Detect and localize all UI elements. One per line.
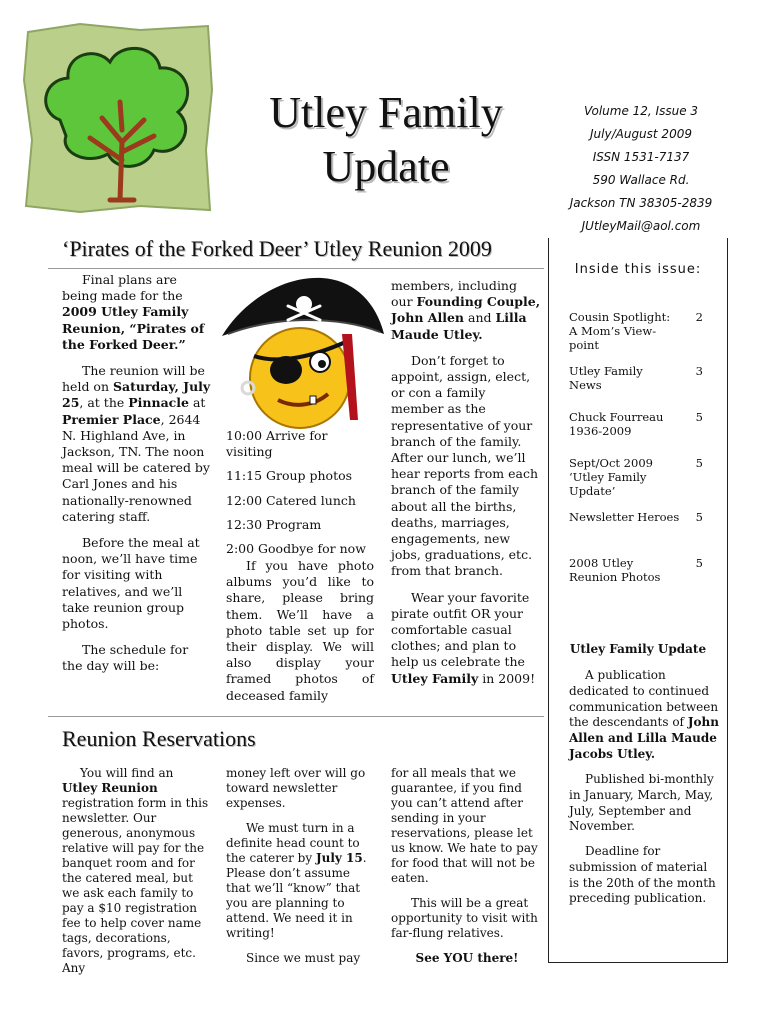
address-line-1: 590 Wallace Rd. (592, 173, 690, 187)
body-text: Before the meal at noon, we’ll have time for visiting with relatives, and we’ll take reunion group photos. (62, 535, 200, 632)
body-text: registration form in this newsletter. Our generous, anonymous relative will pay for the banquet room and for the catered meal, but we ask each family to pay a $10 registration fee to help cover name tags, decorations, favors, programs, etc. Any (62, 796, 209, 975)
divider (48, 716, 544, 717)
article-headline: ‘Pirates of the Forked Deer’ Utley Reunion 2009 (62, 236, 492, 261)
issn: ISSN 1531-7137 (592, 150, 690, 164)
toc-item-label: Sept/Oct 2009 ‘Utley Family Update’ (569, 456, 653, 498)
toc-item-label: Cousin Spotlight: A Mom’s View-point (569, 310, 671, 352)
body-text-bold: Lilla Maude Utley. (391, 310, 527, 342)
sidebar-text-bold: John Allen and Lilla Maude Jacobs Utley. (569, 715, 719, 761)
body-text: We must turn in a definite head count to the caterer by (226, 821, 360, 865)
sidebar-text: Published bi-monthly in January, March, May, July, September and November. (569, 772, 714, 834)
body-text: members, including our (391, 278, 517, 310)
toc-item[interactable] (569, 510, 703, 524)
body-text: in 2009! (478, 670, 536, 686)
body-text-bold: Pinnacle (128, 395, 189, 411)
body-text: The reunion will be held on (62, 363, 205, 395)
toc-item-label: Chuck Fourreau 1936-2009 (569, 410, 664, 438)
reservations-column-1 (62, 766, 212, 986)
schedule-item: 12:30 Program (226, 516, 322, 532)
schedule-item: 10:00 Arrive for visiting (226, 428, 328, 460)
body-text-bold: Saturday, July 25 (62, 379, 211, 411)
body-text: money left over will go toward newsletter expenses. (226, 766, 366, 810)
body-text-bold: 2009 Utley Family Reunion, “Pirates of the Forked Deer.” (62, 304, 205, 352)
schedule-item: 12:00 Catered lunch (226, 492, 356, 508)
sidebar-schedule-text (569, 772, 719, 835)
article-column-2 (226, 558, 374, 714)
toc-item[interactable] (569, 556, 703, 584)
toc-item[interactable] (569, 456, 703, 498)
body-text: Since we must pay (246, 951, 361, 965)
body-text-bold: Utley Reunion (62, 781, 158, 795)
toc-item[interactable] (569, 310, 703, 352)
toc-item-page: 5 (695, 556, 703, 570)
divider (48, 268, 544, 269)
body-text-bold: Premier Place (62, 411, 161, 427)
toc-item-page: 2 (695, 310, 703, 324)
article-column-1 (62, 272, 212, 685)
body-text-bold: See YOU there! (415, 951, 519, 965)
toc-item[interactable] (569, 364, 703, 392)
body-text: Final plans are being made for the (62, 272, 183, 304)
toc-item-label: Utley Family News (569, 364, 643, 392)
toc-item-page: 5 (695, 410, 703, 424)
sidebar-deadline-text (569, 844, 719, 907)
body-text: You will find an (80, 766, 174, 780)
email: JUtleyMail@aol.com (581, 219, 701, 233)
inside-this-issue-heading: Inside this issue: (574, 262, 702, 277)
body-text: This will be a great opportunity to visit with far-flung relatives. (391, 896, 538, 940)
body-text-bold: July 15 (315, 851, 363, 865)
sidebar-publication-text (569, 668, 719, 763)
issue-number: Volume 12, Issue 3 (583, 104, 699, 118)
sidebar-text: Deadline for submission of material is the 20th of the month preceding publication. (569, 844, 716, 906)
toc-item-page: 5 (695, 510, 703, 524)
body-text: , 2644 N. Highland Ave, in Jackson, TN. The noon meal will be catered by Carl Jones and his nationally-renowned catering staff. (62, 411, 210, 524)
body-text: Don’t forget to appoint, assign, elect, or con a family member as the representative of your branch of the family. After our lunch, we’ll hear reports from each branch of the family about all the births, deaths, marriages, engagements, new jobs, graduations, etc. from that branch. (391, 352, 538, 579)
reservations-column-3 (391, 766, 543, 976)
body-text: for all meals that we guarantee, if you find you can’t attend after sending in your reservations, please let us know. We hate to pay for food that will not be eaten. (391, 766, 538, 885)
newsletter-title (256, 86, 516, 194)
address-line-2: Jackson TN 38305-2839 (569, 196, 713, 210)
toc-item-page: 5 (695, 456, 703, 470)
body-text: and (464, 310, 496, 326)
title-line-2: Update (322, 142, 450, 191)
toc-item-label: Newsletter Heroes (569, 510, 680, 524)
article-column-3 (391, 278, 541, 697)
toc-item[interactable] (569, 410, 703, 438)
sidebar-text: A publication dedicated to continued communication between the descendants of (569, 668, 719, 730)
sidebar (548, 238, 728, 963)
tree-logo (20, 20, 216, 216)
reservations-column-2 (226, 766, 376, 976)
body-text: . Please don’t assume that we’ll “know” that you are planning to attend. We need it in writing! (226, 851, 367, 940)
pirate-smiley-icon (214, 270, 390, 430)
body-text: If you have photo albums you’d like to share, please bring them. We’ll have a photo table set up for their display. We will also display your framed photos of deceased family (226, 558, 374, 703)
schedule-list (226, 428, 376, 565)
body-text: The schedule for the day will be: (62, 642, 189, 674)
toc-item-page: 3 (695, 364, 703, 378)
schedule-item: 2:00 Goodbye for now (226, 541, 366, 557)
article-headline: Reunion Reservations (62, 726, 256, 751)
schedule-item: 11:15 Group photos (226, 468, 353, 484)
body-text-bold: Utley Family (391, 670, 479, 686)
body-text: Wear your favorite pirate outfit OR your comfortable casual clothes; and plan to help us celebrate the (391, 589, 530, 670)
body-text-bold: Founding Couple, John Allen (391, 294, 541, 326)
sidebar-box-title: Utley Family Update (569, 642, 707, 656)
issue-info (556, 100, 726, 238)
body-text: at (189, 395, 206, 411)
issue-date: July/August 2009 (590, 127, 692, 141)
title-line-1: Utley Family (269, 88, 503, 137)
body-text: , at the (79, 395, 129, 411)
toc-item-label: 2008 Utley Reunion Photos (569, 556, 661, 584)
